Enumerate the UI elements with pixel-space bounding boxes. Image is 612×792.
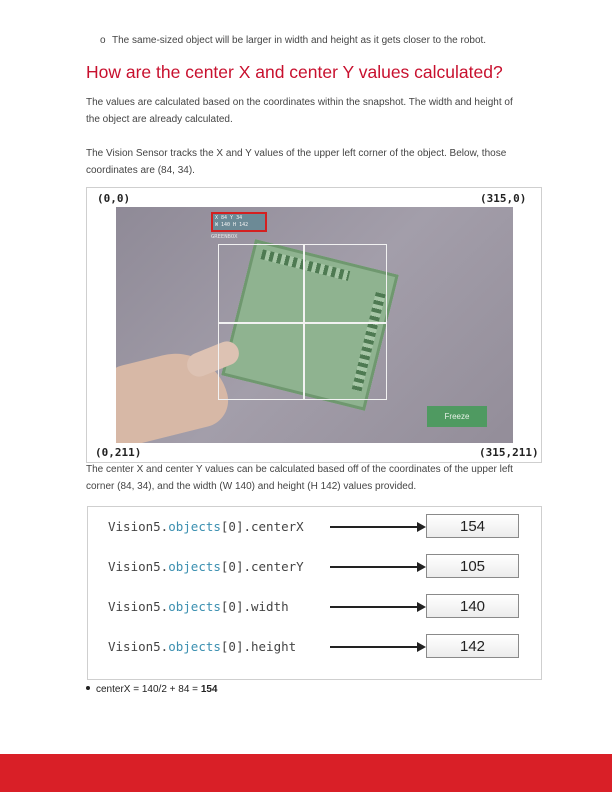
section-heading: How are the center X and center Y values calculated? [86,62,503,82]
code-width: Vision5.objects[0].width [108,599,289,614]
paragraph-coordinates: The values are calculated based on the coordinates within the snapshot. The width and height of the object are already calculated. [86,97,513,125]
value-box-centerx: 154 [426,514,519,538]
freeze-button[interactable]: Freeze [427,406,487,427]
sub-bullet-text: The same-sized object will be larger in width and height as it gets closer to the robot. [112,35,487,46]
values-figure [87,506,542,680]
formula-bullet [86,684,218,695]
sub-bullet [100,35,486,46]
code-height: Vision5.objects[0].height [108,639,297,654]
value-box-centery: 105 [426,554,519,578]
bounding-box-horizontal-line [219,322,386,324]
arrow-icon [330,566,420,568]
arrow-icon [330,646,420,648]
corner-bottom-left-label: (0,211) [95,446,142,459]
bounding-box [218,244,387,400]
code-centerx: Vision5.objects[0].centerX [108,519,304,534]
formula-text: centerX = 140/2 + 84 = [96,684,201,695]
arrow-icon [330,526,420,528]
paragraph-upper-left: The Vision Sensor tracks the X and Y values of the upper left corner of the object. Below, those coordinates are (84, 34). [86,148,507,176]
object-label: GREENBOX [211,234,238,240]
arrow-icon [330,606,420,608]
corner-top-right-label: (315,0) [480,192,527,205]
code-centery: Vision5.objects[0].centerY [108,559,304,574]
vision-snapshot-figure [86,187,542,463]
formula-result: 154 [200,684,218,695]
info-xy: X 84 Y 34 [215,215,243,221]
object-info-box [211,212,267,232]
corner-top-left-label: (0,0) [97,192,131,205]
sub-bullet-marker: o [100,35,106,46]
value-box-width: 140 [426,594,519,618]
footer-bar [0,754,612,792]
snapshot-image [116,207,513,443]
paragraph-center-calculation: The center X and center Y values can be calculated based off of the coordinates of the upper left corner (84, 34), and the width (W 140) and height (H 142) values provided. [86,464,513,492]
bullet-dot-icon [86,686,90,690]
corner-bottom-right-label: (315,211) [479,446,539,459]
info-wh: W 140 H 142 [215,221,249,228]
value-box-height: 142 [426,634,519,658]
